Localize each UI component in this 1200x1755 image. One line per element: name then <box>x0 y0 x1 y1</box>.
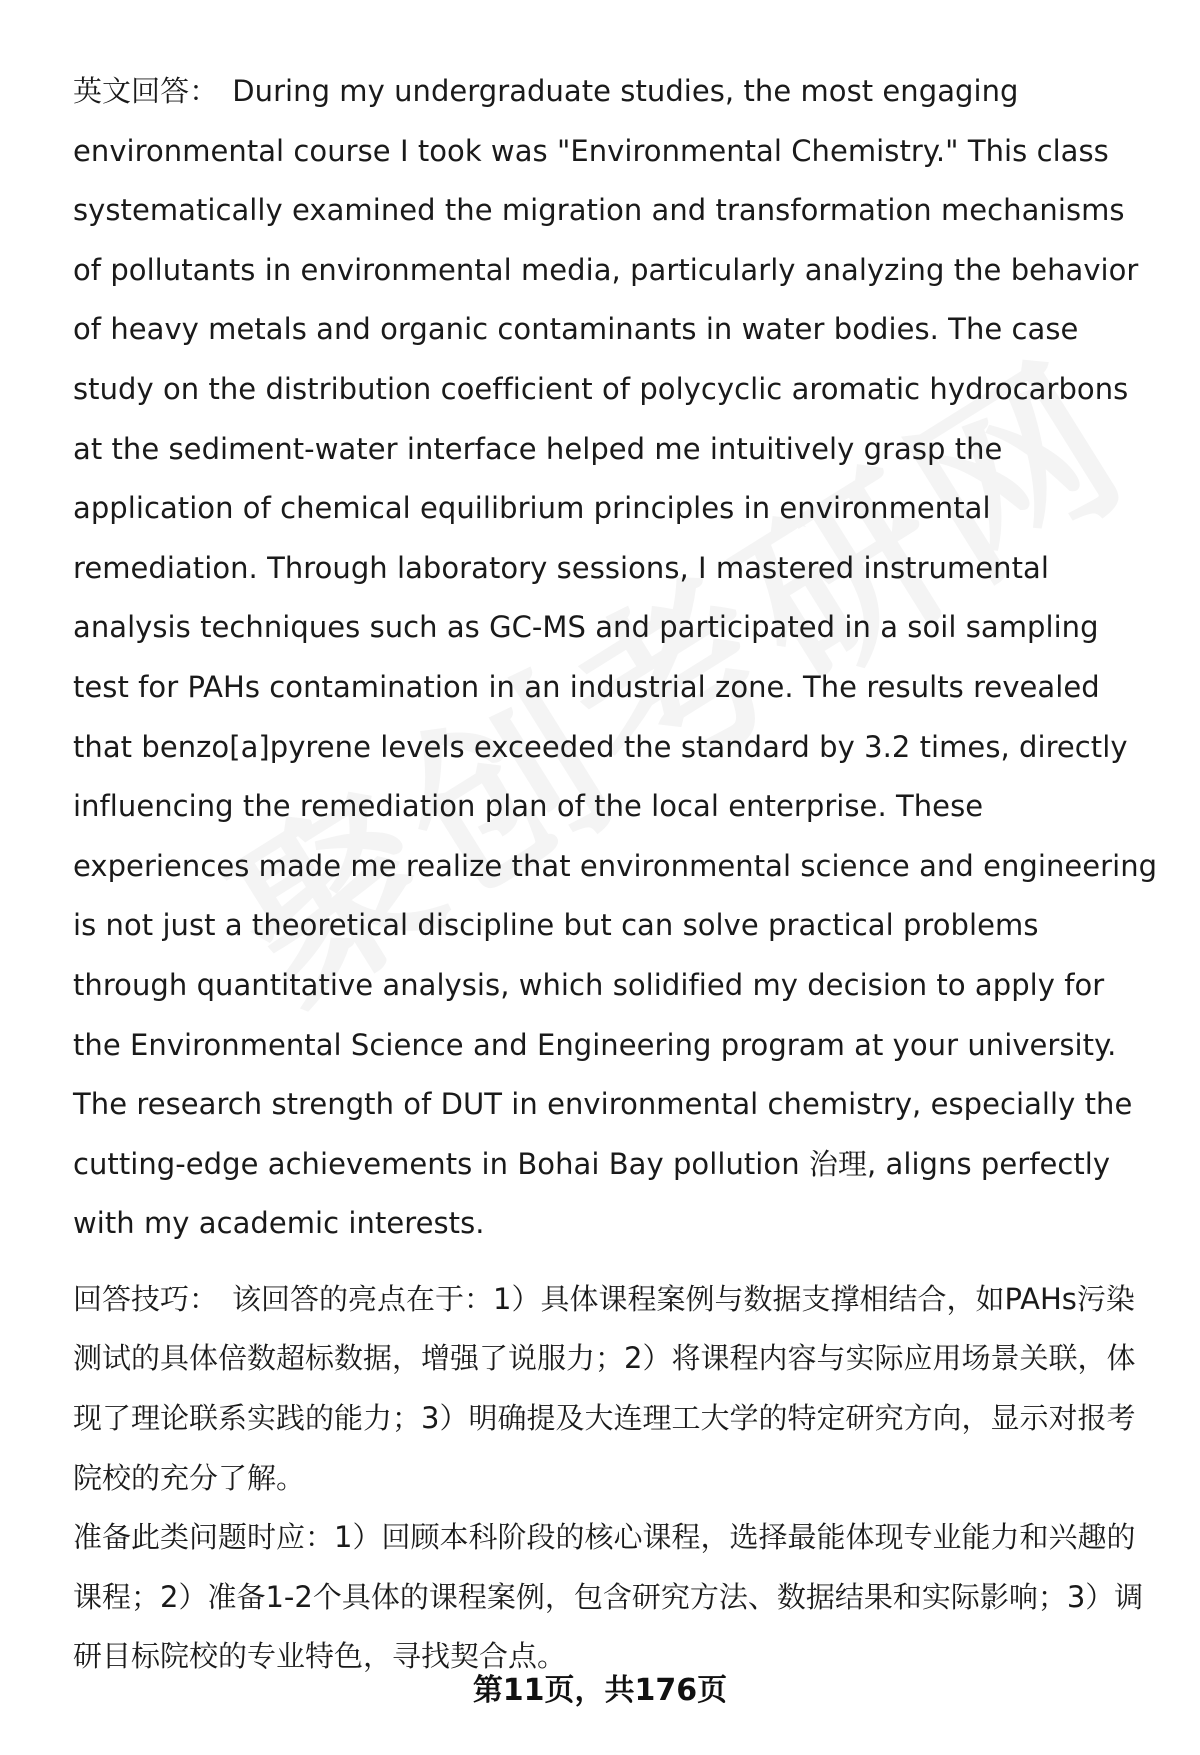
english-answer-text: During my undergraduate studies, the most engaging environmental course I took was "Environmental Chemistry." This class systematically examined the migration and transformation mechanisms of pollutants in environmental media, particularly analyzing the behavior of heavy metals and organic contaminants in water bodies. The case study on the distribution coefficient of polycyclic aromatic hydrocarbons at the sediment-water interface helped me intuitively grasp the application of chemical equilibrium principles in environmental remediation. Through laboratory sessions, I mastered instrumental analysis techniques such as GC-MS and participated in a soil sampling test for PAHs contamination in an industrial zone. The results revealed that benzo[a]pyrene levels exceeded the standard by 3.2 times, directly influencing the remediation plan of the local enterprise. These experiences made me realize that environmental science and engineering is not just a theoretical discipline but can solve practical problems through quantitative analysis, which solidified my decision to apply for the Environmental Science and Engineering program at your university. The research strength of DUT in environmental chemistry, especially the cutting-edge achievements in Bohai Bay pollution 治理, aligns perfectly with my academic interests. <box>73 74 1158 1241</box>
preparation-paragraph <box>73 1508 1158 1687</box>
english-answer-label: 英文回答： <box>73 74 219 108</box>
english-answer-paragraph <box>73 62 1158 1254</box>
answer-tips-paragraph <box>73 1270 1158 1508</box>
answer-tips-label: 回答技巧： <box>73 1281 219 1316</box>
preparation-text: 准备此类问题时应：1）回顾本科阶段的核心课程，选择最能体现专业能力和兴趣的课程；2）准备1-2个具体的课程案例，包含研究方法、数据结果和实际影响；3）调研目标院校的专业特色，寻找契合点。 <box>73 1520 1144 1674</box>
page-number-footer: 第11页，共176页 <box>472 1673 728 1708</box>
page-content <box>73 62 1158 1687</box>
answer-tips-text: 该回答的亮点在于：1）具体课程案例与数据支撑相结合，如PAHs污染测试的具体倍数超标数据，增强了说服力；2）将课程内容与实际应用场景关联，体现了理论联系实践的能力；3）明确提及大连理工大学的特定研究方向，显示对报考院校的充分了解。 <box>73 1281 1136 1495</box>
